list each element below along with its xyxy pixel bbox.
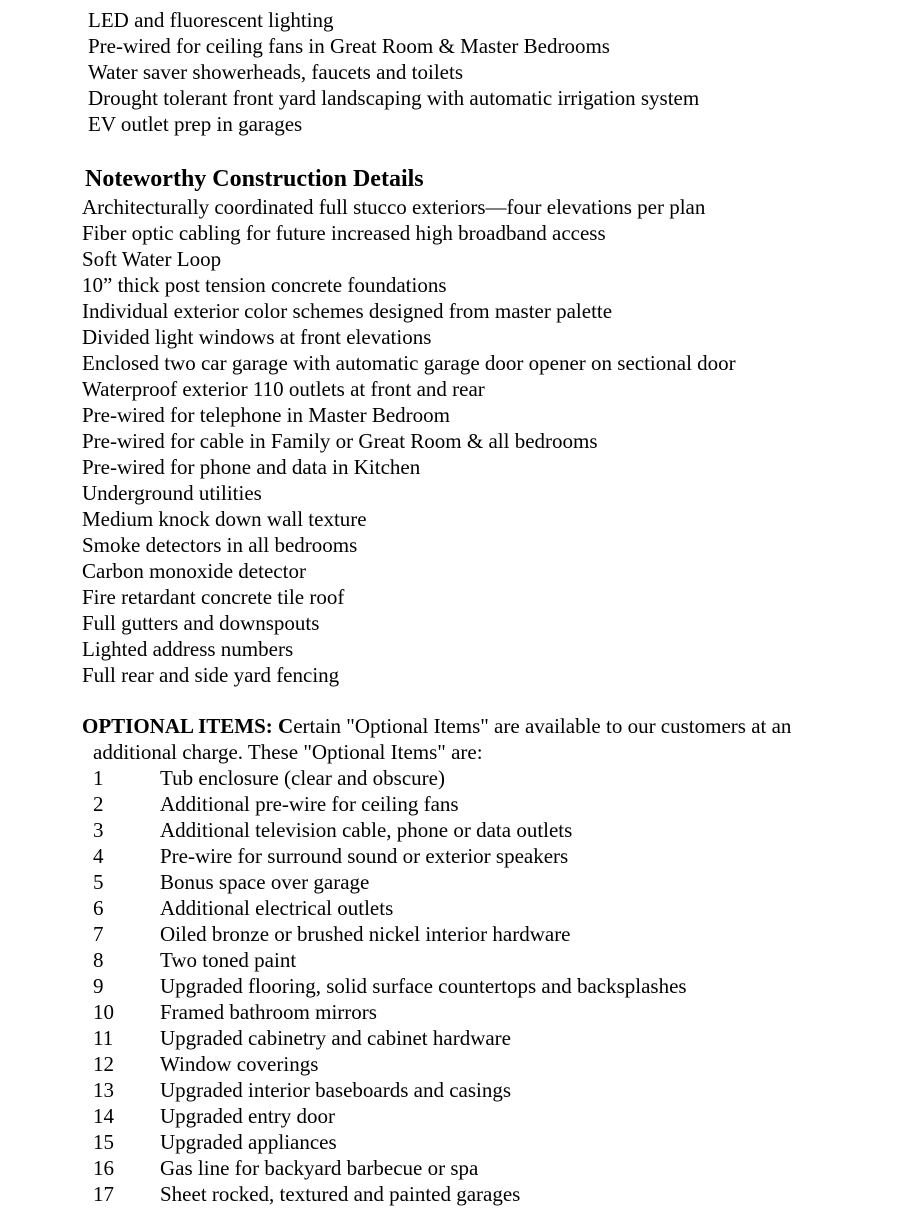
- optional-label: OPTIONAL ITEMS:: [82, 714, 273, 738]
- optional-item: [93, 817, 687, 843]
- optional-item-number: 6: [93, 896, 104, 920]
- optional-item-number: 3: [93, 818, 104, 842]
- optional-item-text: Upgraded interior baseboards and casings: [160, 1078, 512, 1102]
- optional-item-number: 4: [93, 844, 104, 868]
- optional-item-number: 5: [93, 870, 104, 894]
- construction-item: Carbon monoxide detector: [82, 559, 306, 583]
- optional-item-number: 12: [93, 1052, 114, 1076]
- optional-item: [93, 791, 687, 817]
- optional-item-number: 17: [93, 1182, 114, 1206]
- construction-list: [82, 194, 736, 688]
- construction-heading: Noteworthy Construction Details: [85, 166, 424, 192]
- optional-item: [93, 843, 687, 869]
- construction-item: Lighted address numbers: [82, 637, 294, 661]
- optional-item-text: Gas line for backyard barbecue or spa: [160, 1156, 479, 1180]
- optional-item-number: 14: [93, 1104, 114, 1128]
- optional-item: [93, 869, 687, 895]
- optional-intro-text: ertain "Optional Items" are available to our customers at an: [293, 714, 792, 738]
- construction-item: Pre-wired for phone and data in Kitchen: [82, 455, 421, 479]
- optional-item: [93, 1051, 687, 1077]
- optional-item: [93, 895, 687, 921]
- construction-item: Enclosed two car garage with automatic garage door opener on sectional door: [82, 351, 736, 375]
- construction-item: Full rear and side yard fencing: [82, 663, 340, 687]
- optional-item: [93, 1129, 687, 1155]
- optional-item-text: Additional television cable, phone or data outlets: [160, 818, 573, 842]
- construction-item: Pre-wired for cable in Family or Great Room & all bedrooms: [82, 429, 598, 453]
- optional-item: [93, 947, 687, 973]
- optional-item: [93, 1155, 687, 1181]
- construction-item: Waterproof exterior 110 outlets at front and rear: [82, 377, 485, 401]
- feature-item: Drought tolerant front yard landscaping with automatic irrigation system: [88, 86, 700, 110]
- construction-item: Fire retardant concrete tile roof: [82, 585, 345, 609]
- optional-item: [93, 765, 687, 791]
- optional-item-text: Pre-wire for surround sound or exterior speakers: [160, 844, 569, 868]
- optional-item-text: Upgraded flooring, solid surface countertops and backsplashes: [160, 974, 687, 998]
- optional-item-text: Tub enclosure (clear and obscure): [160, 766, 445, 790]
- optional-item-number: 2: [93, 792, 104, 816]
- construction-item: Underground utilities: [82, 481, 262, 505]
- construction-item: Full gutters and downspouts: [82, 611, 320, 635]
- optional-item-text: Bonus space over garage: [160, 870, 370, 894]
- feature-item: Pre-wired for ceiling fans in Great Room & Master Bedrooms: [88, 34, 610, 58]
- optional-intro-first-letter: C: [278, 714, 294, 738]
- optional-item-number: 10: [93, 1000, 114, 1024]
- construction-item: Individual exterior color schemes designed from master palette: [82, 299, 613, 323]
- optional-item: [93, 1077, 687, 1103]
- construction-item: Fiber optic cabling for future increased high broadband access: [82, 221, 606, 245]
- optional-item-number: 13: [93, 1078, 114, 1102]
- construction-item: Soft Water Loop: [82, 247, 222, 271]
- optional-item-number: 8: [93, 948, 104, 972]
- optional-item-text: Upgraded appliances: [160, 1130, 337, 1154]
- optional-intro: [82, 713, 882, 765]
- optional-item: [93, 1025, 687, 1051]
- feature-list: [88, 7, 699, 137]
- feature-item: Water saver showerheads, faucets and toilets: [88, 60, 463, 84]
- optional-item-number: 1: [93, 766, 104, 790]
- optional-item-text: Upgraded entry door: [160, 1104, 335, 1128]
- feature-item: LED and fluorescent lighting: [88, 8, 334, 32]
- optional-item: [93, 1181, 687, 1207]
- construction-item: Medium knock down wall texture: [82, 507, 367, 531]
- optional-item-number: 15: [93, 1130, 114, 1154]
- optional-item: [93, 921, 687, 947]
- optional-item-text: Additional electrical outlets: [160, 896, 394, 920]
- construction-item: 10” thick post tension concrete foundations: [82, 273, 447, 297]
- optional-item: [93, 1103, 687, 1129]
- optional-item-text: Additional pre-wire for ceiling fans: [160, 792, 459, 816]
- optional-item-text: Two toned paint: [160, 948, 297, 972]
- optional-item-number: 16: [93, 1156, 114, 1180]
- optional-item-number: 11: [93, 1026, 114, 1050]
- construction-item: Smoke detectors in all bedrooms: [82, 533, 358, 557]
- optional-item-number: 9: [93, 974, 104, 998]
- optional-item-text: Window coverings: [160, 1052, 319, 1076]
- optional-item-text: Oiled bronze or brushed nickel interior hardware: [160, 922, 571, 946]
- optional-item-text: Sheet rocked, textured and painted garages: [160, 1182, 521, 1206]
- optional-item: [93, 999, 687, 1025]
- optional-intro-line2: additional charge. These "Optional Items" are:: [93, 740, 483, 764]
- construction-item: Divided light windows at front elevations: [82, 325, 432, 349]
- construction-item: Architecturally coordinated full stucco exteriors—four elevations per plan: [82, 195, 706, 219]
- optional-item: [93, 973, 687, 999]
- optional-list: [93, 765, 687, 1207]
- optional-item-number: 7: [93, 922, 104, 946]
- construction-item: Pre-wired for telephone in Master Bedroom: [82, 403, 450, 427]
- feature-item: EV outlet prep in garages: [88, 112, 303, 136]
- optional-item-text: Framed bathroom mirrors: [160, 1000, 377, 1024]
- optional-item-text: Upgraded cabinetry and cabinet hardware: [160, 1026, 511, 1050]
